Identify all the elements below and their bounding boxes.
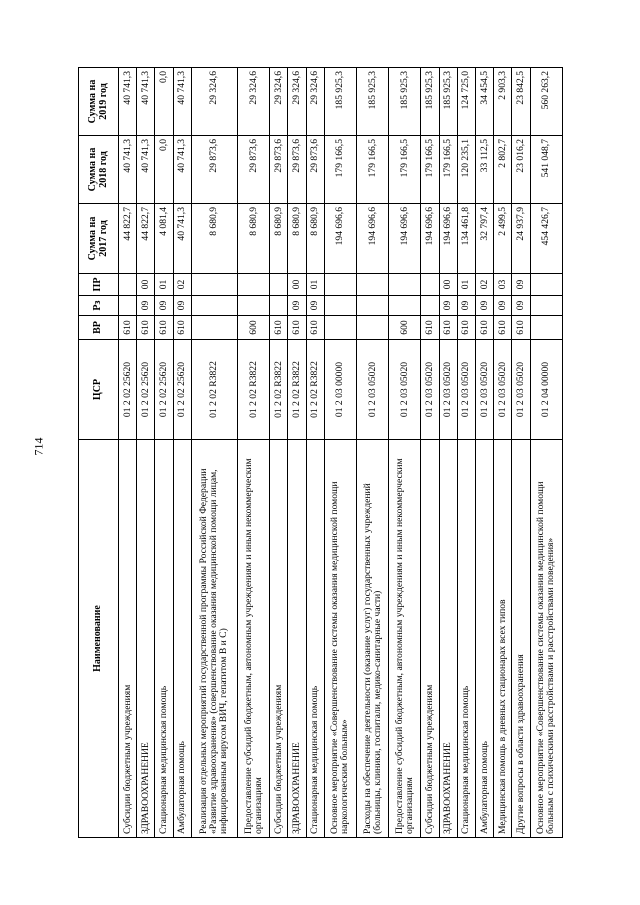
table-row [324,68,356,838]
cell-name: Субсидии бюджетным учреждениям [421,440,439,838]
cell-vr: 610 [288,316,306,340]
cell-sum-2018: 40 741,3 [173,136,191,204]
cell-sum-2018: 0,0 [155,136,173,204]
cell-csr: 01 2 03 05020 [457,340,475,440]
cell-sum-2018: 29 873,6 [306,136,324,204]
header-sum-2019: Сумма на 2019 год [79,68,119,136]
cell-sum-2018: 179 166,5 [421,136,439,204]
cell-sum-2019: 40 741,3 [173,68,191,136]
page-number: 714 [31,437,46,456]
header-name: Наименование [79,440,119,838]
cell-sum-2019: 560 263,2 [530,68,562,136]
table-row [119,68,137,838]
cell-csr: 01 2 03 05020 [475,340,493,440]
cell-sum-2017: 40 741,3 [173,204,191,274]
budget-table-container [78,68,563,838]
cell-pr: 01 [306,274,324,296]
cell-name: Стационарная медицинская помощь [155,440,173,838]
table-row [512,68,530,838]
cell-csr: 01 2 02 R3822 [270,340,288,440]
budget-table [78,67,563,838]
cell-rz [421,296,439,316]
cell-rz: 09 [155,296,173,316]
cell-csr: 01 2 03 05020 [439,340,457,440]
cell-pr: 00 [137,274,155,296]
cell-vr: 610 [306,316,324,340]
cell-sum-2018: 179 166,5 [389,136,421,204]
cell-pr: 01 [457,274,475,296]
cell-name: Предоставление субсидий бюджетным, автономным учреждениям и иным некоммерческим организациям [237,440,269,838]
cell-vr [191,316,237,340]
cell-name: Другие вопросы в области здравоохранения [512,440,530,838]
table-row [191,68,237,838]
cell-rz: 09 [494,296,512,316]
cell-pr [191,274,237,296]
cell-rz [191,296,237,316]
cell-vr: 610 [270,316,288,340]
cell-rz: 09 [137,296,155,316]
cell-name: Амбулаторная помощь [173,440,191,838]
cell-vr: 610 [512,316,530,340]
cell-sum-2017: 24 937,9 [512,204,530,274]
table-row [173,68,191,838]
table-row [389,68,421,838]
table-row [494,68,512,838]
cell-name: ЗДРАВООХРАНЕНИЕ [439,440,457,838]
table-row [439,68,457,838]
cell-vr [530,316,562,340]
cell-sum-2017: 32 797,4 [475,204,493,274]
cell-sum-2017: 8 680,9 [306,204,324,274]
cell-pr [324,274,356,296]
cell-rz [119,296,137,316]
header-sum-2017: Сумма на 2017 год [79,204,119,274]
table-row [530,68,562,838]
cell-name: Предоставление субсидий бюджетным, автономным учреждениям и иным некоммерческим организациям [389,440,421,838]
cell-sum-2017: 194 696,6 [439,204,457,274]
cell-sum-2017: 8 680,9 [270,204,288,274]
cell-pr: 00 [288,274,306,296]
cell-csr: 01 2 02 R3822 [288,340,306,440]
cell-rz [356,296,388,316]
cell-vr: 610 [439,316,457,340]
cell-pr [421,274,439,296]
cell-vr: 610 [173,316,191,340]
cell-rz [530,296,562,316]
cell-sum-2019: 29 324,6 [191,68,237,136]
cell-pr [356,274,388,296]
cell-csr: 01 2 02 R3822 [237,340,269,440]
table-row [356,68,388,838]
cell-pr: 03 [494,274,512,296]
cell-vr [356,316,388,340]
cell-sum-2019: 34 454,5 [475,68,493,136]
cell-csr: 01 2 02 25620 [155,340,173,440]
cell-pr: 00 [439,274,457,296]
cell-name: Основное мероприятие «Совершенствование системы оказания медицинской помощи больным с психическими расстройствами и расстройствами поведения» [530,440,562,838]
cell-rz: 09 [288,296,306,316]
table-row [288,68,306,838]
cell-csr: 01 2 03 00000 [324,340,356,440]
cell-name: Субсидии бюджетным учреждениям [119,440,137,838]
cell-sum-2018: 40 741,3 [119,136,137,204]
header-csr: ЦСР [79,340,119,440]
cell-pr: 02 [475,274,493,296]
cell-sum-2019: 185 925,3 [439,68,457,136]
cell-sum-2019: 29 324,6 [270,68,288,136]
cell-sum-2019: 185 925,3 [389,68,421,136]
cell-pr: 02 [173,274,191,296]
cell-sum-2019: 185 925,3 [356,68,388,136]
cell-sum-2019: 29 324,6 [288,68,306,136]
cell-sum-2017: 194 696,6 [421,204,439,274]
cell-name: Стационарная медицинская помощь [457,440,475,838]
cell-sum-2017: 2 499,5 [494,204,512,274]
cell-sum-2019: 40 741,3 [137,68,155,136]
cell-pr [389,274,421,296]
cell-csr: 01 2 03 05020 [494,340,512,440]
table-row [457,68,475,838]
cell-pr: 09 [512,274,530,296]
cell-name: Амбулаторная помощь [475,440,493,838]
cell-vr: 610 [457,316,475,340]
cell-name: ЗДРАВООХРАНЕНИЕ [288,440,306,838]
cell-sum-2018: 179 166,5 [324,136,356,204]
cell-pr: 01 [155,274,173,296]
cell-csr: 01 2 02 25620 [137,340,155,440]
cell-sum-2017: 8 680,9 [237,204,269,274]
cell-sum-2018: 40 741,3 [137,136,155,204]
cell-vr: 610 [494,316,512,340]
cell-csr: 01 2 02 25620 [119,340,137,440]
cell-sum-2018: 23 016,2 [512,136,530,204]
cell-pr [237,274,269,296]
cell-sum-2018: 29 873,6 [288,136,306,204]
cell-sum-2017: 134 461,8 [457,204,475,274]
cell-sum-2017: 454 426,7 [530,204,562,274]
cell-sum-2019: 124 725,0 [457,68,475,136]
header-vr: ВР [79,316,119,340]
cell-sum-2017: 8 680,9 [288,204,306,274]
cell-sum-2018: 29 873,6 [237,136,269,204]
cell-sum-2018: 179 166,5 [356,136,388,204]
cell-name: Стационарная медицинская помощь [306,440,324,838]
cell-csr: 01 2 04 00000 [530,340,562,440]
table-row [421,68,439,838]
cell-rz: 09 [439,296,457,316]
table-row [155,68,173,838]
cell-csr: 01 2 02 R3822 [191,340,237,440]
cell-vr: 600 [237,316,269,340]
table-header-row [79,68,119,838]
header-sum-2018: Сумма на 2018 год [79,136,119,204]
table-row [475,68,493,838]
cell-pr [530,274,562,296]
cell-sum-2019: 0,0 [155,68,173,136]
cell-sum-2017: 8 680,9 [191,204,237,274]
cell-sum-2019: 29 324,6 [237,68,269,136]
cell-csr: 01 2 03 05020 [512,340,530,440]
cell-pr [119,274,137,296]
cell-sum-2017: 194 696,6 [389,204,421,274]
cell-sum-2019: 185 925,3 [324,68,356,136]
cell-csr: 01 2 02 R3822 [306,340,324,440]
cell-rz: 09 [457,296,475,316]
cell-sum-2017: 194 696,6 [356,204,388,274]
cell-csr: 01 2 03 05020 [389,340,421,440]
cell-sum-2018: 2 802,7 [494,136,512,204]
table-row [306,68,324,838]
cell-vr: 610 [475,316,493,340]
cell-rz [324,296,356,316]
cell-rz [270,296,288,316]
header-pr: ПР [79,274,119,296]
cell-vr: 600 [389,316,421,340]
cell-sum-2019: 2 903,3 [494,68,512,136]
cell-sum-2018: 120 235,1 [457,136,475,204]
cell-rz: 09 [512,296,530,316]
cell-vr: 610 [137,316,155,340]
cell-sum-2017: 4 081,4 [155,204,173,274]
cell-name: ЗДРАВООХРАНЕНИЕ [137,440,155,838]
cell-name: Реализация отдельных мероприятий государственной программы Российской Федерации «Развитие здравоохранения» (совершенствование оказания медицинской помощи лицам, инфицированным вирусом ВИЧ, гепатитом В и С) [191,440,237,838]
cell-sum-2019: 40 741,3 [119,68,137,136]
cell-sum-2019: 23 842,5 [512,68,530,136]
cell-vr: 610 [119,316,137,340]
cell-sum-2018: 179 166,5 [439,136,457,204]
cell-csr: 01 2 03 05020 [421,340,439,440]
cell-sum-2019: 29 324,6 [306,68,324,136]
cell-name: Медицинская помощь в дневных стационарах всех типов [494,440,512,838]
cell-sum-2017: 44 822,7 [119,204,137,274]
table-row [270,68,288,838]
cell-rz: 09 [306,296,324,316]
table-row [237,68,269,838]
cell-sum-2018: 541 048,7 [530,136,562,204]
cell-sum-2017: 44 822,7 [137,204,155,274]
cell-rz: 09 [475,296,493,316]
cell-vr: 610 [421,316,439,340]
cell-csr: 01 2 02 25620 [173,340,191,440]
cell-sum-2018: 29 873,6 [270,136,288,204]
cell-name: Субсидии бюджетным учреждениям [270,440,288,838]
cell-sum-2019: 185 925,3 [421,68,439,136]
cell-rz [237,296,269,316]
table-row [137,68,155,838]
header-rz: Рз [79,296,119,316]
cell-vr [324,316,356,340]
cell-pr [270,274,288,296]
cell-rz: 09 [173,296,191,316]
cell-sum-2018: 29 873,6 [191,136,237,204]
cell-name: Основное мероприятие «Совершенствование системы оказания медицинской помощи наркологическим больным» [324,440,356,838]
cell-sum-2018: 33 112,5 [475,136,493,204]
cell-vr: 610 [155,316,173,340]
cell-sum-2017: 194 696,6 [324,204,356,274]
cell-csr: 01 2 03 05020 [356,340,388,440]
cell-name: Расходы на обеспечение деятельности (оказание услуг) государственных учреждений (больницы, клиники, госпитали, медико-санитарные части) [356,440,388,838]
cell-rz [389,296,421,316]
